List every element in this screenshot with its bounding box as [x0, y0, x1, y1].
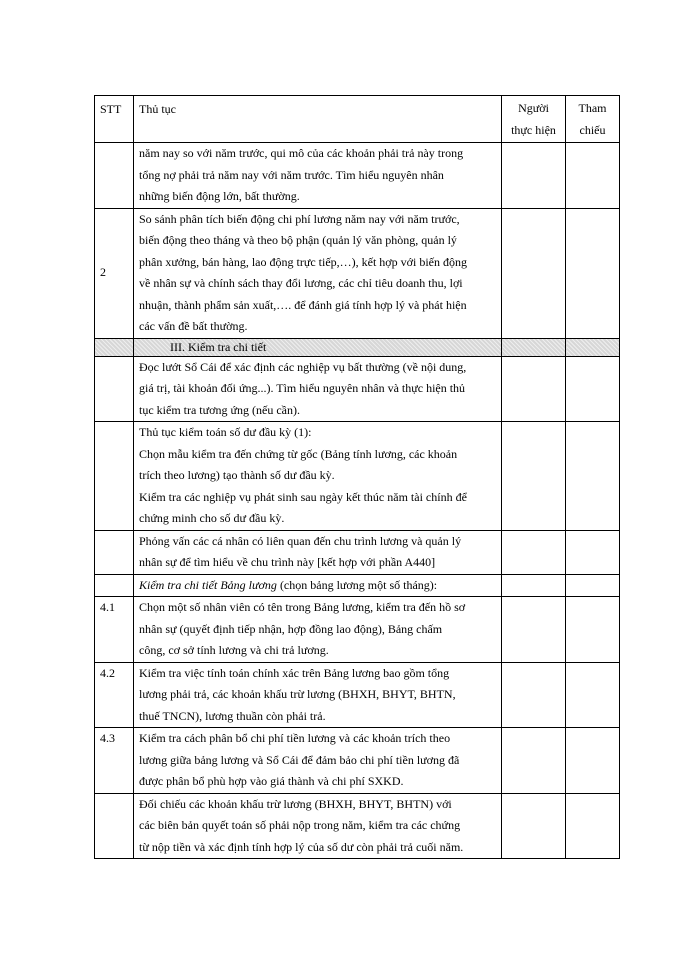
- procedure-cell: [134, 530, 502, 574]
- reference-cell: [566, 793, 620, 859]
- table-row: [95, 662, 620, 728]
- reference-cell: [566, 530, 620, 574]
- procedure-line: được phân bổ phù hợp vào giá thành và chi phí SXKD.: [139, 774, 404, 788]
- row-stt: [95, 793, 134, 859]
- row-stt: 2: [95, 208, 134, 338]
- procedure-line: phân xưởng, bán hàng, lao động trực tiếp,…), kết hợp với biến động: [139, 254, 467, 269]
- table-header-row: [95, 96, 620, 143]
- procedure-cell: [134, 662, 502, 728]
- performer-cell: [502, 793, 566, 859]
- procedure-line: chứng minh cho số dư đầu kỳ.: [139, 511, 285, 525]
- reference-cell: [566, 422, 620, 531]
- procedure-cell: [134, 143, 502, 209]
- row-stt: 4.2: [95, 662, 134, 728]
- table-row: [95, 728, 620, 794]
- procedure-line: trích theo lương) tạo thành số dư đầu kỳ.: [139, 468, 335, 482]
- header-stt: STT: [95, 96, 134, 143]
- procedure-cell: [134, 728, 502, 794]
- table-row: [95, 597, 620, 663]
- reference-cell: [566, 597, 620, 663]
- header-procedure: Thủ tục: [134, 96, 502, 143]
- procedure-line: lương giữa bảng lương và Sổ Cái để đảm bảo chi phí tiền lương đã: [139, 752, 460, 767]
- procedure-line: Chọn mẫu kiểm tra đến chứng từ gốc (Bảng tính lương, các khoản: [139, 446, 458, 461]
- performer-cell: [502, 597, 566, 663]
- header-reference: Tham chiếu: [566, 96, 620, 143]
- procedure-line: từ nộp tiền và xác định tính hợp lý của số dư còn phải trả cuối năm.: [139, 839, 464, 854]
- payroll-check-heading: Kiểm tra chi tiết Bảng lương: [139, 577, 277, 592]
- reference-cell: [566, 662, 620, 728]
- procedure-line: Kiểm tra cách phân bổ chi phí tiền lương và các khoản trích theo: [139, 731, 451, 745]
- reference-cell: [566, 574, 620, 597]
- table-row: [95, 422, 620, 531]
- section-reference-cell: [566, 338, 620, 356]
- row-stt: [95, 143, 134, 209]
- procedure-line: thuế TNCN), lương thuần còn phải trả.: [139, 708, 326, 723]
- procedure-cell: [134, 793, 502, 859]
- performer-cell: [502, 356, 566, 422]
- row-stt: 4.3: [95, 728, 134, 794]
- procedure-line: về nhân sự và chính sách thay đổi lương, các chỉ tiêu doanh thu, lợi: [139, 276, 463, 290]
- procedure-cell: [134, 356, 502, 422]
- audit-procedures-table: [94, 95, 620, 859]
- performer-cell: [502, 530, 566, 574]
- procedure-line: nhân sự để tìm hiểu về chu trình này [kết hợp với phần A440]: [139, 555, 436, 569]
- procedure-line: giá trị, tài khoản đối ứng...). Tìm hiểu nguyên nhân và thực hiện thủ: [139, 381, 466, 395]
- procedure-line: biến động theo tháng và theo bộ phận (quản lý văn phòng, quản lý: [139, 233, 457, 247]
- procedure-cell: [134, 574, 502, 597]
- table-row: [95, 143, 620, 209]
- table-row: [95, 574, 620, 597]
- procedure-line: công, cơ sở tính lương và chi trả lương.: [139, 643, 329, 657]
- section-row: [95, 338, 620, 356]
- procedure-line: Thủ tục kiểm toán số dư đầu kỳ (1):: [139, 425, 312, 439]
- performer-cell: [502, 208, 566, 338]
- table-row: [95, 530, 620, 574]
- procedure-line: nhuận, thành phẩm sản xuất,…. để đánh giá tính hợp lý và phát hiện: [139, 297, 467, 312]
- procedure-line: lương phải trả, các khoản khấu trừ lương (BHXH, BHYT, BHTN,: [139, 687, 456, 701]
- section-performer-cell: [502, 338, 566, 356]
- row-stt: [95, 574, 134, 597]
- procedure-line: Phỏng vấn các cá nhân có liên quan đến chu trình lương và quản lý: [139, 533, 462, 548]
- performer-cell: [502, 574, 566, 597]
- procedure-line: năm nay so với năm trước, qui mô của các khoản phải trả này trong: [139, 146, 464, 160]
- header-performer: Người thực hiện: [502, 96, 566, 143]
- row-stt: 4.1: [95, 597, 134, 663]
- performer-cell: [502, 728, 566, 794]
- procedure-line: Chọn một số nhân viên có tên trong Bảng lương, kiểm tra đến hồ sơ: [139, 600, 466, 614]
- reference-cell: [566, 208, 620, 338]
- payroll-check-note: (chọn bảng lương một số tháng):: [276, 577, 438, 592]
- table-row: [95, 208, 620, 338]
- performer-cell: [502, 662, 566, 728]
- procedure-cell: [134, 208, 502, 338]
- procedure-line: những biến động lớn, bất thường.: [139, 189, 300, 203]
- procedure-line: Đối chiếu các khoản khấu trừ lương (BHXH, BHYT, BHTN) với: [139, 796, 452, 811]
- reference-cell: [566, 356, 620, 422]
- procedure-line: các biên bản quyết toán số phải nộp trong năm, kiểm tra các chứng: [139, 818, 461, 832]
- procedure-cell: [134, 597, 502, 663]
- section-stt-cell: [95, 338, 134, 356]
- procedure-line: tục kiểm tra tương ứng (nếu cần).: [139, 402, 300, 417]
- procedure-line: Kiểm tra các nghiệp vụ phát sinh sau ngày kết thúc năm tài chính để: [139, 489, 467, 504]
- reference-cell: [566, 143, 620, 209]
- table-row: [95, 793, 620, 859]
- row-stt: [95, 530, 134, 574]
- procedure-line: các vấn đề bất thường.: [139, 319, 248, 333]
- procedure-line: tổng nợ phải trả năm nay với năm trước. Tìm hiểu nguyên nhân: [139, 167, 444, 182]
- procedure-cell: [134, 422, 502, 531]
- reference-cell: [566, 728, 620, 794]
- procedure-line: So sánh phân tích biến động chi phí lương năm nay với năm trước,: [139, 211, 460, 226]
- row-stt: [95, 422, 134, 531]
- section-title: III. Kiểm tra chi tiết: [134, 338, 502, 356]
- procedure-line: nhân sự (quyết định tiếp nhận, hợp đồng lao động), Bảng chấm: [139, 621, 443, 636]
- performer-cell: [502, 143, 566, 209]
- procedure-line: Đọc lướt Sổ Cái để xác định các nghiệp vụ bất thường (về nội dung,: [139, 359, 467, 374]
- row-stt: [95, 356, 134, 422]
- table-row: [95, 356, 620, 422]
- procedure-line: Kiểm tra việc tính toán chính xác trên Bảng lương bao gồm tổng: [139, 665, 450, 680]
- performer-cell: [502, 422, 566, 531]
